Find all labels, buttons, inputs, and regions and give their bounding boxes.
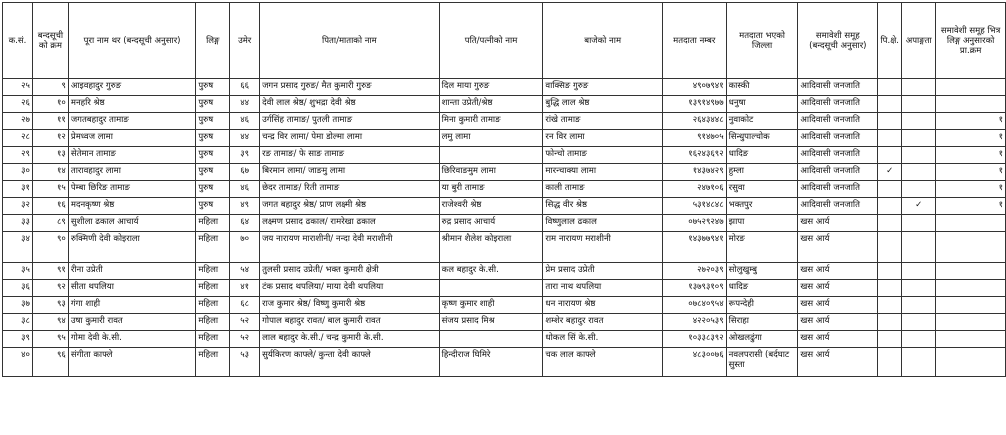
table-cell: पुरुष [196,79,230,96]
table-cell: ४४ [230,96,260,113]
table-cell [878,232,902,263]
table-cell: मारन्चाक्या लामा [543,164,663,181]
table-cell: नवलपरासी (बर्दघाट सुस्ता [726,348,798,377]
table-cell: २८ [3,130,33,147]
col-header: मतदाता नम्बर [662,3,726,79]
table-cell: प्रेम प्रसाद उप्रेती [543,263,663,280]
table-cell [902,96,936,113]
table-cell [439,147,543,164]
table-row [3,147,1006,164]
table-cell: ३३ [3,215,33,232]
table-cell: संगीता काफ्ले [68,348,195,377]
table-cell [902,331,936,348]
table-cell: ९५ [32,331,68,348]
table-cell: ६८ [230,297,260,314]
table-cell: रांखे तामाङ [543,113,663,130]
table-cell: १० [32,96,68,113]
table-cell: बिरमान लामा/ जाङमु लामा [260,164,440,181]
table-cell: ३० [3,164,33,181]
table-cell: १४३७७९४१ [662,232,726,263]
table-cell [878,181,902,198]
table-cell [936,232,1006,263]
table-cell: देवी लाल श्रेष्ठ/ शुभद्रा देवी श्रेष्ठ [260,96,440,113]
table-cell: १३ [32,147,68,164]
table-cell [878,331,902,348]
table-cell: बुद्धि लाल श्रेष्ठ [543,96,663,113]
table-cell [878,215,902,232]
table-row [3,348,1006,377]
table-cell: धादिङ [726,280,798,297]
table-cell: महिला [196,314,230,331]
table-cell: पुरुष [196,198,230,215]
col-header: बाजेको नाम [543,3,663,79]
table-cell: ११ [32,113,68,130]
table-cell: २७२०३९ [662,263,726,280]
table-cell: १४ [32,164,68,181]
table-cell: सिराहा [726,314,798,331]
table-cell: सिन्धुपाल्चोक [726,130,798,147]
table-cell: खस आर्य [798,263,878,280]
table-cell [936,297,1006,314]
table-cell: महिला [196,348,230,377]
table-row [3,79,1006,96]
col-header: उमेर [230,3,260,79]
table-cell [936,280,1006,297]
table-cell: मनहरि श्रेष्ठ [68,96,195,113]
table-row [3,164,1006,181]
table-cell [902,314,936,331]
candidate-table [2,2,1006,377]
table-cell: सिद्ध वीर श्रेष्ठ [543,198,663,215]
table-cell: आदिवासी जनजाति [798,181,878,198]
table-cell: ५२ [230,331,260,348]
table-cell: विष्णुलाल ढकाल [543,215,663,232]
table-cell: ३१ [3,181,33,198]
table-cell: काली तामाङ [543,181,663,198]
table-cell: ९३ [32,297,68,314]
table-cell: ३५ [3,263,33,280]
table-cell [936,79,1006,96]
table-cell: आदिवासी जनजाति [798,96,878,113]
table-cell: तारा नाथ थपलिया [543,280,663,297]
col-header: पति/पत्नीको नाम [439,3,543,79]
table-cell: धनुषा [726,96,798,113]
table-cell: आदिवासी जनजाति [798,164,878,181]
table-cell: ९० [32,232,68,263]
table-cell [878,147,902,164]
table-cell: १ [936,198,1006,215]
table-cell: महिला [196,280,230,297]
table-cell: ४१ [230,280,260,297]
table-cell [902,348,936,377]
table-cell: खस आर्य [798,280,878,297]
table-cell: छिरिवाङमुम लामा [439,164,543,181]
table-cell [936,96,1006,113]
table-cell: धादिङ [726,147,798,164]
table-cell: गोमा देवी के.सी. [68,331,195,348]
table-cell: सेतेमान तामाङ [68,147,195,164]
table-cell: भक्तपुर [726,198,798,215]
table-cell: मिना कुमारी तामाङ [439,113,543,130]
table-cell: कृष्ण कुमार शाही [439,297,543,314]
table-cell: दिल माया गुरुङ [439,79,543,96]
table-cell [902,297,936,314]
table-cell: ९२ [32,280,68,297]
table-cell: १६ [32,198,68,215]
table-cell: १ [936,164,1006,181]
table-cell: ६४ [230,215,260,232]
table-cell: नुवाकोट [726,113,798,130]
table-cell: आदिवासी जनजाति [798,130,878,147]
table-cell: चन्द्र विर लामा/ पेमा डोल्मा लामा [260,130,440,147]
col-header: अपाङ्गता [902,3,936,79]
table-cell: जय नारायण माराशीनी/ नन्दा देवी मराशीनी [260,232,440,263]
table-cell: सोलुखुम्बु [726,263,798,280]
table-cell: १३९१४९७७ [662,96,726,113]
table-cell: १६२४३६९२ [662,147,726,164]
table-cell: ३७ [3,297,33,314]
table-cell: गोपाल बहादुर रावत/ बाल कुमारी रावत [260,314,440,331]
table-cell: लमु लामा [439,130,543,147]
table-cell: १५ [32,181,68,198]
table-cell: ४८३००७६ [662,348,726,377]
table-cell: खस आर्य [798,215,878,232]
table-cell [936,331,1006,348]
table-cell: खस आर्य [798,331,878,348]
table-cell: ०७५२९२४७ [662,215,726,232]
table-row [3,198,1006,215]
table-cell: संजय प्रसाद मिश्र [439,314,543,331]
table-cell [902,280,936,297]
table-cell: पुरुष [196,181,230,198]
table-cell: आदिवासी जनजाति [798,198,878,215]
header-row [3,3,1006,79]
table-row [3,181,1006,198]
table-cell: ४४ [230,130,260,147]
table-cell: २७ [3,113,33,130]
table-cell: राम नारायण मराशीनी [543,232,663,263]
table-cell [902,113,936,130]
table-cell [878,96,902,113]
table-cell: महिला [196,215,230,232]
table-cell [878,263,902,280]
table-cell: सुशीला ढकाल आचार्य [68,215,195,232]
table-cell: १ [936,147,1006,164]
table-cell: प्रेमध्वज लामा [68,130,195,147]
table-cell: राजेश्वरी श्रेष्ठ [439,198,543,215]
table-cell: छेदर तामाङ/ रिती तामाङ [260,181,440,198]
table-cell: तुलसी प्रसाद उप्रेती/ भक्त कुमारी क्षेत्री [260,263,440,280]
table-cell: ५४ [230,263,260,280]
table-cell: रन विर लामा [543,130,663,147]
table-cell: उषा कुमारी रावत [68,314,195,331]
table-cell: जगत बहादुर श्रेष्ठ/ प्राण लक्ष्मी श्रेष्ठ [260,198,440,215]
table-cell: ३८ [3,314,33,331]
col-header: पूरा नाम थर (बन्दसूची अनुसार) [68,3,195,79]
table-cell: पेम्बा छिरिङ तामाङ [68,181,195,198]
table-cell: रूपन्देही [726,297,798,314]
table-cell: १ [936,113,1006,130]
table-cell: खस आर्य [798,348,878,377]
table-cell: ४६ [230,113,260,130]
table-cell: ३९ [230,147,260,164]
table-cell: खस आर्य [798,297,878,314]
table-cell: महिला [196,297,230,314]
table-cell [902,79,936,96]
table-cell: ९४ [32,314,68,331]
col-header: मतदाता भएको जिल्ला [726,3,798,79]
table-cell: राज कुमार श्रेष्ठ/ विष्णु कुमारी श्रेष्ठ [260,297,440,314]
table-cell: आदिवासी जनजाति [798,113,878,130]
table-cell: आइवहादुर गुरुङ [68,79,195,96]
table-cell: ९ [32,79,68,96]
table-cell: ९१ [32,263,68,280]
table-cell: रुक्मिणी देवी कोइराला [68,232,195,263]
table-cell [878,280,902,297]
table-cell: ✓ [878,164,902,181]
table-cell: १३७९३१०९ [662,280,726,297]
table-cell: झापा [726,215,798,232]
table-cell: महिला [196,263,230,280]
table-cell [936,215,1006,232]
table-cell [878,130,902,147]
table-cell [878,79,902,96]
table-cell: मोरङ [726,232,798,263]
table-cell: पुरुष [196,130,230,147]
table-cell: ०७८४०९५४ [662,297,726,314]
table-row [3,113,1006,130]
col-header: क.सं. [3,3,33,79]
table-cell [878,198,902,215]
table-row [3,232,1006,263]
table-cell: ८९ [32,215,68,232]
table-cell [936,348,1006,377]
table-cell [878,113,902,130]
table-cell [902,164,936,181]
table-cell: महिला [196,232,230,263]
table-cell: जगन प्रसाद गुरुङ/ मैत कुमारी गुरुङ [260,79,440,96]
table-cell [439,331,543,348]
table-cell: ६७ [230,164,260,181]
table-cell: ४९ [230,198,260,215]
table-cell: आदिवासी जनजाति [798,147,878,164]
table-cell: गंगा शाही [68,297,195,314]
table-cell: २५ [3,79,33,96]
table-cell: पुरुष [196,147,230,164]
table-cell: ९१४७०५ [662,130,726,147]
table-cell: १२ [32,130,68,147]
table-cell: रसुवा [726,181,798,198]
col-header: समावेशी समूह (बन्दसूची अनुसार) [798,3,878,79]
table-cell: तारावहादुर लामा [68,164,195,181]
table-row [3,280,1006,297]
table-row [3,96,1006,113]
table-cell: श्रीमान शैलेश कोइराला [439,232,543,263]
table-cell: धन नारायण श्रेष्ठ [543,297,663,314]
table-cell [878,314,902,331]
table-cell: चक लाल काफ्ले [543,348,663,377]
table-cell [902,181,936,198]
table-cell: १०३३८३९२ [662,331,726,348]
table-cell [936,314,1006,331]
table-row [3,215,1006,232]
table-cell: ४२२०५३९ [662,314,726,331]
table-cell [902,263,936,280]
table-cell: पुरुष [196,164,230,181]
table-cell: १ [936,130,1006,147]
table-cell: आदिवासी जनजाति [798,79,878,96]
table-cell [439,280,543,297]
table-cell: खस आर्य [798,314,878,331]
col-header: लिङ्ग [196,3,230,79]
table-cell: पुरुष [196,113,230,130]
table-cell: खस आर्य [798,232,878,263]
table-cell: जगतबहादुर तामाङ [68,113,195,130]
table-cell: या बुरी तामाङ [439,181,543,198]
table-cell: हिन्दीराज घिमिरे [439,348,543,377]
table-cell: शम्शेर बहादुर रावत [543,314,663,331]
col-header: पि.क्षे. [878,3,902,79]
table-row [3,263,1006,280]
table-cell: महिला [196,331,230,348]
table-row [3,130,1006,147]
table-cell: १४३७४२९ [662,164,726,181]
table-cell: ३४ [3,232,33,263]
table-cell: ✓ [902,198,936,215]
table-cell: ४६ [230,181,260,198]
table-cell: सुर्यकिरण काफ्ले/ कुन्ता देवी काफ्ले [260,348,440,377]
table-cell: ३९ [3,331,33,348]
table-cell: ४९०७९४१ [662,79,726,96]
table-cell: टंक प्रसाद थपलिया/ माया देवी थपलिया [260,280,440,297]
table-cell: सीता थपलिया [68,280,195,297]
table-cell: लक्ष्मण प्रसाद ढकाल/ रामरेखा ढकाल [260,215,440,232]
table-cell: २६ [3,96,33,113]
col-header: समावेशी समूह भित्र लिङ्ग अनुसारको प्रा.क्रम [936,3,1006,79]
table-cell [878,348,902,377]
table-cell [902,130,936,147]
table-cell: रङ तामाङ/ फे साङ तामाङ [260,147,440,164]
table-cell: २६४३४४८ [662,113,726,130]
table-cell: वाक्सिङ गुरुङ [543,79,663,96]
table-cell: कास्की [726,79,798,96]
table-cell: हुम्ला [726,164,798,181]
table-cell: उर्गसिंह तामाङ/ पुतली तामाङ [260,113,440,130]
table-cell: २४७१०६ [662,181,726,198]
table-cell: शान्ता उप्रेती/श्रेष्ठ [439,96,543,113]
table-cell: रीना उप्रेती [68,263,195,280]
table-row [3,331,1006,348]
table-cell: धोकल सिं के.सी. [543,331,663,348]
col-header: पिता/माताको नाम [260,3,440,79]
table-row [3,314,1006,331]
table-cell: ६६ [230,79,260,96]
table-cell: ७० [230,232,260,263]
table-cell: रुद्र प्रसाद आचार्य [439,215,543,232]
table-cell: ३२ [3,198,33,215]
col-header: बन्दसूची को क्रम [32,3,68,79]
table-cell [902,147,936,164]
table-cell [936,263,1006,280]
table-cell: ९६ [32,348,68,377]
table-cell: कल बहादुर के.सी. [439,263,543,280]
table-cell: १ [936,181,1006,198]
table-cell: ओखलढुंगा [726,331,798,348]
table-row [3,297,1006,314]
table-cell: ५३१४८४८ [662,198,726,215]
table-cell: फोन्चो तामाङ [543,147,663,164]
table-cell: पुरुष [196,96,230,113]
table-cell: ४० [3,348,33,377]
table-cell: ३६ [3,280,33,297]
table-cell [902,215,936,232]
table-cell [902,232,936,263]
table-cell: लाल बहादुर के.सी./ चन्द्र कुमारी के.सी. [260,331,440,348]
table-cell: मदनकृष्ण श्रेष्ठ [68,198,195,215]
table-cell: ५३ [230,348,260,377]
table-cell [878,297,902,314]
table-cell: २९ [3,147,33,164]
table-cell: ५२ [230,314,260,331]
